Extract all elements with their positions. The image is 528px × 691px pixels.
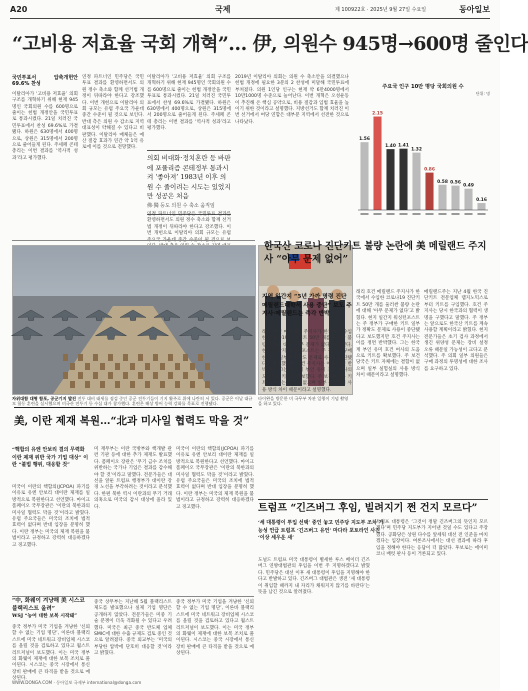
soldier-figure xyxy=(190,363,195,370)
divider xyxy=(12,240,255,241)
newspaper-brand: 동아일보 xyxy=(459,5,490,14)
soldier-figure xyxy=(123,354,128,361)
soldier-figure xyxy=(123,372,128,379)
divider xyxy=(12,596,254,597)
soldier-figure xyxy=(78,372,83,379)
soldier-figure xyxy=(78,354,83,361)
chart-bar xyxy=(425,173,433,210)
bar-chart xyxy=(354,80,492,225)
soldier-figure xyxy=(115,363,120,370)
soldier-figure xyxy=(138,354,143,361)
article2-col2: 래리 호건 메릴랜드 주지사가 한국에서 수입한 코로나19 진단키트 50만 개를 둘러싼 불량 논란에 대해 ‘아무 문제가 없다’고 밝혔다. 현지 일간지 워싱턴포스트는 주 정부가 구매한 키트 일부가 정확도 문제로 사용이 중단됐다고 보도했지만 호건 주지사는 이를 정면 반박했다. 그는 한국계 부인 유미 호건 여사의 도움으로 키트를 확보했다. 주 보건당국은 키트 자체에는 결함이 없으며 일부 실험실의 사용 방식 차이 때문이라고 설명했다. xyxy=(356,290,420,379)
chart-value-label: 0.16 xyxy=(476,198,487,204)
article3-col3: 미국이 이란의 핵합의(JCPOA) 파기를 이유로 유엔 안보리 대이란 제재를 일방적으로 복원한다고 선언했다. 마이크 폼페이오 국무장관은 ‘이란의 북한과의 미사일 협력도 막을 것’이라고 밝혔다. 유럽 주요국들은 미국의 조치에 법적 효력이 없다며 반대 입장을 분명히 했다. 이란 정부는 미국의 제재 복원을 불법이라고 규정하고 강력히 대응하겠다고 경고했다. xyxy=(176,447,254,510)
soldier-figure xyxy=(198,372,203,379)
soldier-figure xyxy=(70,363,75,370)
lead-article-col2: 연정 파트너인 민주당은 국민투표 결과를 환영하면서도 의원 정수 축소와 함께 선거법 개정이 뒤따라야 한다고 강조했다. 이번 개헌으로 이탈리아 의회 규모는 유럽 주요국 가운데 중간 수준이 될 것으로 보인다. 반대 측은 의원 수 감소로 지역 대표성이 약해질 수 있다고 비판했다. 이탈리아 매체들은 예산 절감 효과가 연간 약 1억 유로에 이를 것으로 전망했다. xyxy=(82,75,144,151)
article3-col2: 미 재무부는 이란 국방부와 핵개발 관련 기관 등에 대한 추가 제재도 발표했다. 폼페이오 장관은 ‘무기 금수 조치를 위반하는 국가나 기업은 결과를 감수해야 할 것’이라고 말했다. 전문가들은 대선을 앞둔 트럼프 행정부가 대이란 강경 노선을 부각하려는 것이라고 분석했다. 한편 북한 역시 이란과의 무기 거래 의혹으로 미국의 감시 대상에 올라 있다. xyxy=(94,447,172,510)
issue-info: 제 100922호 · 2025년 9월 27일 수요일 xyxy=(335,7,427,13)
soldier-figure xyxy=(145,363,150,370)
chart-value-label: 2.15 xyxy=(372,111,383,117)
article4-col2: 트럼프 대통령은 ‘그것이 정말 긴즈버그의 뜻인지 모르겠다’며 민주당 지도부가 지어낸 것일 수도 있다고 주장했다. 공화당은 상원 다수를 앞세워 대선 전 인준을 마치겠다는 입장이다. 여론조사에서는 대선 결과에 따라 후임을 정해야 한다는 응답이 더 많았다. 후보로는 에이미 코니 배럿 판사 등이 거론되고 있다. xyxy=(376,520,488,558)
lead-subtitle: 국민투표서 압축개헌안 69.6% 찬성 xyxy=(12,75,78,88)
soldier-figure xyxy=(145,381,150,388)
soldier-figure xyxy=(160,381,165,388)
article5-col1: 중국 정부가 미국 기업을 겨냥한 ‘신뢰할 수 없는 기업 명단’, 이른바 블랙리스트에 미국 네트워크 장비업체 시스코를 올릴 것을 검토하고 있다고 월스트리트저널이 보도했다. 이는 미국 정부의 화웨이 제재에 대한 보복 조치로 풀이된다. 시스코는 중국 시장에서 통신 장비 판매에 큰 타격을 받을 것으로 예상된다. xyxy=(12,625,90,682)
article2-headline: 한국산 코로나 진단키트 불량 논란에 美 메릴랜드 주지사 “아무 문제 없어” xyxy=(264,241,487,265)
chart-category-marker xyxy=(464,213,472,215)
article4-col1: 도널드 트럼프 미국 대통령이 별세한 루스 베이더 긴즈버그 연방대법관의 후임을 이번 주 지명하겠다고 밝혔다. 민주당은 대선 이후 새 대통령이 후임을 지명해야 한다고 반발하고 있다. 긴즈버그 대법관은 생전 ‘새 대통령이 취임할 때까지 내 자리가 채워지지 않기를 바란다’는 뜻을 남긴 것으로 알려졌다. xyxy=(258,558,370,596)
soldier-figure xyxy=(93,354,98,361)
fighter-jets-photo xyxy=(12,245,256,395)
soldier-figure xyxy=(160,363,165,370)
chart-bar xyxy=(373,117,381,210)
pull-quote-text: 의회 비대화·정치혼란 등 바판에 포퓰리즘 콘테정부 통과시켜 ‘좋아져’ 1983년 이후 의원 수 줄이려는 시도는 있었지만 성공은 처음 xyxy=(147,154,231,200)
chart-value-label: 0.49 xyxy=(463,183,474,189)
lead-article-col4: 2019년 이탈리아 의회는 의원 수 축소안을 의결했으나 헌법 개정에 필요한 3분의 2 찬성에 미달해 국민투표에 부쳐졌다. 의원 1인당 인구는 현재 약 6만4000명에서 10만1000명 수준으로 늘어난다. 이번 개혁은 오성운동이 추진해 온 핵심 공약으로, 비용 절감과 입법 효율을 높이기 위한 것이라고 설명했다. 지방선거도 함께 치러진 이번 선거에서 여당 연합은 대부분 지역에서 선전한 것으로 나타났다. xyxy=(235,75,349,125)
chart-bar xyxy=(360,142,368,210)
page-number: A20 xyxy=(10,5,28,14)
chart-bar xyxy=(477,203,485,210)
soldier-figure xyxy=(115,381,120,388)
chart-bar xyxy=(438,185,446,210)
soldier-figure xyxy=(205,381,210,388)
soldier-figure xyxy=(175,381,180,388)
soldier-figure xyxy=(130,381,135,388)
soldier-figure xyxy=(85,363,90,370)
chart-category-marker xyxy=(386,213,394,215)
soldier-figure xyxy=(153,354,158,361)
chart-value-label: 1.56 xyxy=(359,137,370,143)
soldier-figure xyxy=(100,363,105,370)
chart-value-label: 0.86 xyxy=(424,167,435,173)
soldier-figure xyxy=(168,372,173,379)
lead-article-col3b: 연정 파트너인 민주당은 국민투표 결과를 환영하면서도 의원 정수 축소와 함께 선거법 개정이 뒤따라야 한다고 강조했다. 이번 개헌으로 이탈리아 의회 규모는 유럽 xyxy=(147,212,231,237)
article4-subhead: ‘세 대통령이 투입 선택’ 중인 놓고 민주당 지도부 조차 가능성 언급 트럼프 ‘긴즈버그 유언’ 마다라 포토라인 사진 ‘이상 세우운 새’ xyxy=(258,520,384,542)
soldier-figure xyxy=(108,372,113,379)
chart-category-marker xyxy=(360,213,368,215)
soldier-figure xyxy=(138,372,143,379)
chart-value-label: 1.32 xyxy=(411,147,422,153)
chart-bar xyxy=(399,149,407,210)
lead-article-col3a: 이탈리아가 ‘고비용 저효율’ 의회 구조를 개혁하기 위해 현재 945명인 국회의원 수를 600명으로 줄이는 헌법 개정안을 국민투표로 통과시켰다. 21일 치러진 국민투표에서 찬성 69.6%로 가결됐다. 하원은 630명에서 400명으로, 상원은 315명에서 200명으로 줄어들게 된다. 주세페 콘테 총리는 이번 결과를 ‘역사적 성과’라고 평가했다. xyxy=(147,75,231,132)
pull-quote-sub: 佛·獨 등도 의원 수 축소 움직임 xyxy=(147,202,215,209)
chart-bar xyxy=(412,153,420,210)
soldier-figure xyxy=(63,354,68,361)
pull-quote xyxy=(147,150,231,215)
chart-value-label: 0.58 xyxy=(437,179,448,185)
chart-note: 단위: 명 xyxy=(475,91,490,96)
soldier-figure xyxy=(168,354,173,361)
soldier-figure xyxy=(183,354,188,361)
article4-headline: 트럼프 “긴즈버그 후임, 빌려지기 쩐 건지 모르다” xyxy=(258,499,488,516)
chart-bar xyxy=(386,149,394,210)
chart-panel xyxy=(354,80,492,225)
photo1-caption xyxy=(12,396,254,407)
article2-col3: 메릴랜드주는 지난 4월 한국 진단키트 전문업체 랩지노믹스로부터 키트를 구입했다. 호건 주지사는 당시 한국과의 협력이 생명을 구했다고 말했다. 주 정부는 앞으로도 한국산 키트를 계속 사용할 계획이라고 밝혔다. 현지 전문가들은 초기 검사 과정에서 생긴 위양성 문제는 장비 설정 오류 때문일 가능성이 크다고 분석했다. 주 의회 일부 의원들은 구매 과정의 투명성에 대한 조사를 요구하고 있다. xyxy=(424,290,488,372)
soldier-figure xyxy=(198,354,203,361)
article2-subhead: 지역 일간지 “5년 가까 명령 진단 메릴랜드대학서 사용 중단” 보도 주지사·메릴랜드는 즉각 반박 xyxy=(262,294,352,317)
chart-category-marker xyxy=(373,213,381,215)
chart-value-label: 1.40 xyxy=(385,144,396,150)
chart-category-marker xyxy=(425,213,433,215)
chart-value-label: 0.56 xyxy=(450,180,461,186)
article3-subhead: “핵합의 유엔 안보리 결의 무력화 이란 제재 위반 국가 기업 대상” 이란 “불법 행위, 대응할 것” xyxy=(12,447,89,469)
page-footer: WWW.DONGA.COM · 동아일보 국제부 international@donga.com xyxy=(12,680,142,685)
soldier-figure xyxy=(93,372,98,379)
photo1-caption-title: 자위대함 대형 함포, 공군기지 발진 xyxy=(12,396,77,401)
chart-category-marker xyxy=(451,213,459,215)
soldier-figure xyxy=(108,354,113,361)
article3-headline: 美, 이란 제재 복원…“北과 미사일 협력도 막을 것” xyxy=(14,407,252,428)
section-name: 국제 xyxy=(215,5,231,14)
article5-col2: 중국 상무부는 지난해 5월 블랙리스트 제도를 발표했으나 실제 기업 명단은 공개하지 않았다. 전문가들은 미중 기술 분쟁이 더욱 격화될 수 있다고 우려했다. 미국은 최근 중국 반도체 업체 SMIC에 대한 수출 규제도 검토 중인 것으로 알려졌다. 중국 외교부는 ‘미국의 부당한 압박에 단호히 대응할 것’이라고 밝혔다. xyxy=(94,600,172,657)
chart-bar xyxy=(464,189,472,210)
soldier-figure xyxy=(183,372,188,379)
chart-title: 주요국 인구 10만 명당 국회의원 수 xyxy=(382,84,464,90)
soldier-figure xyxy=(190,381,195,388)
chart-bar xyxy=(451,186,459,210)
soldier-figure xyxy=(130,363,135,370)
soldier-figure xyxy=(85,381,90,388)
soldier-figure xyxy=(70,381,75,388)
soldier-figure xyxy=(205,363,210,370)
chart-category-marker xyxy=(477,213,485,215)
lead-body: 이탈리아가 ‘고비용 저효율’ 의회 구조를 개혁하기 위해 현재 945명인 국회의원 수를 600명으로 줄이는 헌법 개정안을 국민투표로 통과시켰다. 21일 치러진 국민투표에서 찬성 69.6%로 가결됐다. 하원은 630명에서 400명으로, 상원은 315명에서 200명으로 줄어들게 된다. 주세페 콘테 총리는 이번 결과를 ‘역사적 성과’라고 평가했다. xyxy=(12,91,78,161)
page-header xyxy=(10,4,490,19)
article5-headline-block xyxy=(12,598,90,621)
photo2-caption: 타이완을 방문한 미 국무부 차관 일행이 기념 촬영을 하고 있다. xyxy=(258,396,349,407)
article5-headline: “中, 화웨이 겨냥해 美 시스코 블랙리스트 올려” xyxy=(12,598,85,612)
article5-subhead: WSJ “농어 대한 보복 시작돼” xyxy=(12,613,78,620)
main-headline: “고비용 저효율 국회 개혁”… 伊, 의원수 945명→600명 줄인다 xyxy=(12,33,528,55)
soldier-figure xyxy=(175,363,180,370)
soldier-figure xyxy=(100,381,105,388)
photo1-caption-text: 전투 대비 태세를 점검 중인 공군 전투기들이 기지 활주로 위에 나란히 서 있다. 공군은 이날 대규모 합동 훈련을 실시했으며 미국산 전투기 등 수십 대가 참가했다. 훈련은 해상 방어 능력 강화를 목표로 진행됐다. xyxy=(12,396,253,407)
soldier-figure xyxy=(153,372,158,379)
chart-value-label: 1.41 xyxy=(398,143,409,149)
article2-col1: 래리 호건 메릴랜드 주지사가 한국에서 수입한 코로나19 진단키트 50만 개를 둘러싼 불량 논란에 대해 ‘아무 문제가 없다’고 밝혔다. 현지 일간지 워싱턴포스트는 주 정부가 구매한 키트 일부가 정확도 문제로 사용이 중단됐다고 보도했지만 호건 주지사는 이를 정면 반박했다. 그는 한국계 부인 유미 호건 여사의 도움으로 키트를 확보했다. 주 보건당국은 키트 자체에는 결함이 없으며 일부 실험실의 사용 방식 차이 때문이라고 설명했다. xyxy=(262,330,352,393)
article3-col1: 미국이 이란의 핵합의(JCPOA) 파기를 이유로 유엔 안보리 대이란 제재를 일방적으로 복원한다고 선언했다. 마이크 폼페이오 국무장관은 ‘이란의 북한과의 미사일 협력도 막을 것’이라고 밝혔다. 유럽 주요국들은 미국의 조치에 법적 효력이 없다며 반대 입장을 분명히 했다. 이란 정부는 미국의 제재 복원을 불법이라고 규정하고 강력히 대응하겠다고 경고했다. xyxy=(12,485,90,548)
chart-category-marker xyxy=(438,213,446,215)
soldier-figure xyxy=(63,372,68,379)
article5-col3: 중국 정부가 미국 기업을 겨냥한 ‘신뢰할 수 없는 기업 명단’, 이른바 블랙리스트에 미국 네트워크 장비업체 시스코를 올릴 것을 검토하고 있다고 월스트리트저널이 보도했다. 이는 미국 정부의 화웨이 제재에 대한 보복 조치로 풀이된다. 시스코는 중국 시장에서 통신 장비 판매에 큰 타격을 받을 것으로 예상된다. xyxy=(176,600,254,657)
fighter-jets-illustration xyxy=(13,246,255,394)
chart-category-marker xyxy=(399,213,407,215)
lead-article-col1 xyxy=(12,75,78,237)
chart-category-marker xyxy=(412,213,420,215)
